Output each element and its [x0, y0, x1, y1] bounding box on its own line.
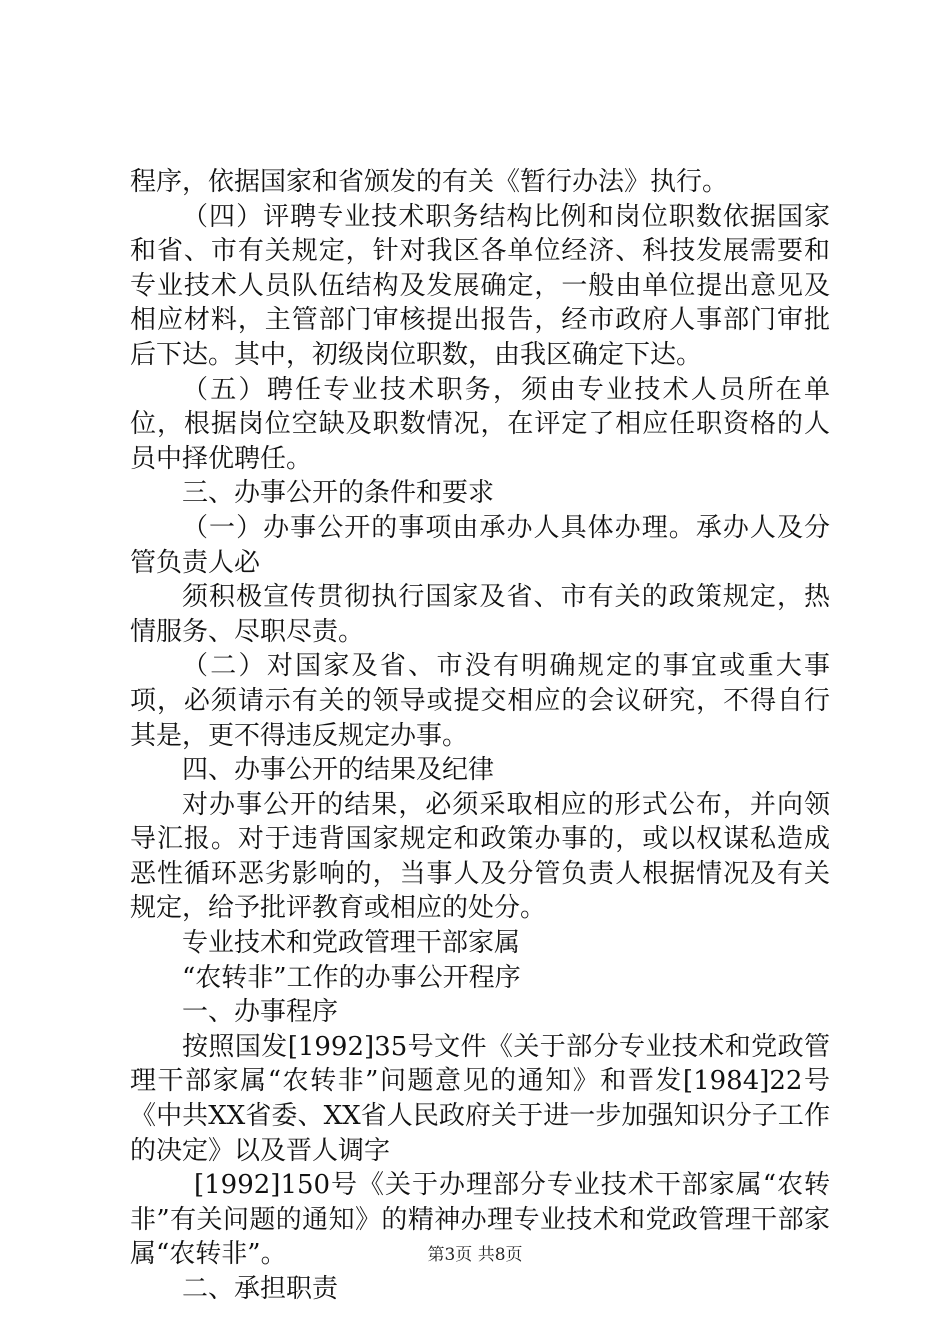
paragraph-item-1-continued: 须积极宣传贯彻执行国家及省、市有关的政策规定，热情服务、尽职尽责。 — [130, 582, 830, 647]
paragraph-item-2: （二）对国家及省、市没有明确规定的事宜或重大事项，必须请示有关的领导或提交相应的会议研究，不得自行其是，更不得违反规定办事。 — [130, 651, 830, 751]
section-heading-1: 一、办事程序 — [182, 997, 339, 1028]
paragraph-item-4: （四）评聘专业技术职务结构比例和岗位职数依据国家和省、市有关规定，针对我区各单位经济、科技发展需要和专业技术人员队伍结构及发展确定，一般由单位提出意见及相应材料，主管部门审核提出报告，经市政府人事部门审批后下达。其中，初级岗位职数，由我区确定下达。 — [130, 201, 830, 370]
section-heading-2: 二、承担职责 — [182, 1274, 339, 1304]
page-number-footer: 第3页 共8页 — [427, 1245, 523, 1265]
paragraph-item-5: （五）聘任专业技术职务，须由专业技术人员所在单位，根据岗位空缺及职数情况，在评定了相应任职资格的人员中择优聘任。 — [130, 374, 830, 474]
paragraph-results: 对办事公开的结果，必须采取相应的形式公布，并向领导汇报。对于违背国家规定和政策办事的，或以权谋私造成恶性循环恶劣影响的，当事人及分管负责人根据情况及有关规定，给予批评教育或相应的处分。 — [130, 789, 830, 924]
subtitle-line-2: “农转非”工作的办事公开程序 — [182, 962, 521, 993]
paragraph-procedure: 按照国发[1992]35号文件《关于部分专业技术和党政管理干部家属“农转非”问题意见的通知》和晋发[1984]22号《中共XX省委、XX省人民政府关于进一步加强知识分子工作的决定》以及晋人调字 — [130, 1031, 830, 1166]
paragraph-continuation: 程序，依据国家和省颁发的有关《暂行办法》执行。 — [130, 167, 729, 197]
document-body — [130, 165, 830, 1307]
paragraph-procedure-continued: [1992]150号《关于办理部分专业技术干部家属“农转非”有关问题的通知》的精神办理专业技术和党政管理干部家属“农转非”。 — [130, 1170, 830, 1270]
section-heading-3: 三、办事公开的条件和要求 — [182, 478, 495, 509]
subtitle-line-1: 专业技术和党政管理干部家属 — [182, 928, 521, 959]
section-heading-4: 四、办事公开的结果及纪律 — [182, 755, 495, 786]
paragraph-item-1: （一）办事公开的事项由承办人具体办理。承办人及分管负责人必 — [130, 512, 830, 578]
